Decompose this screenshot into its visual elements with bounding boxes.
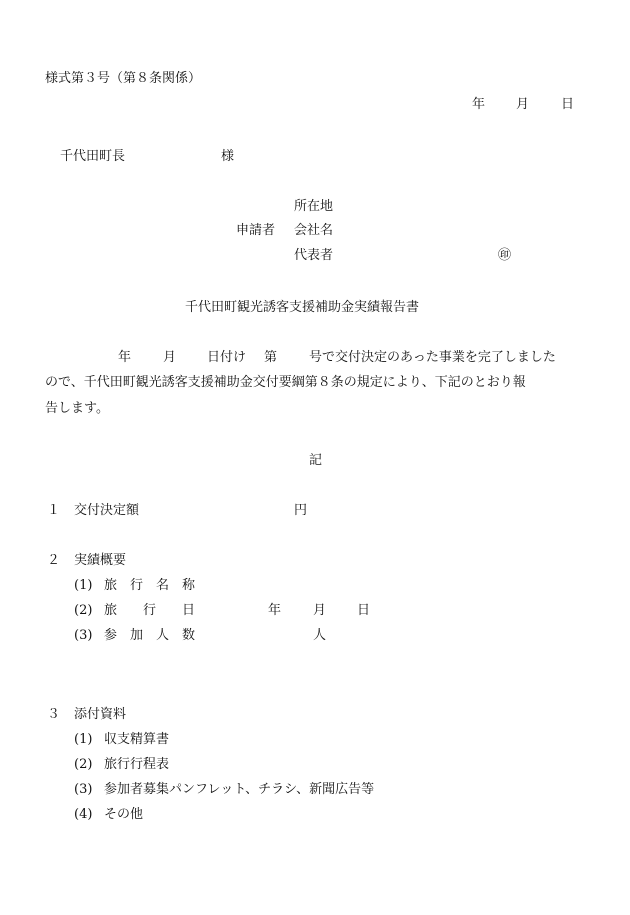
section-3-item-label: 収支精算書 (104, 732, 170, 747)
seal-mark: ㊞ (498, 248, 512, 263)
applicant-label: 申請者 (236, 223, 276, 238)
section-3-item-num: (2) (74, 757, 93, 772)
form-label: 様式第３号（第８条関係） (45, 71, 202, 86)
travel-month: 月 (313, 603, 327, 618)
section-3-item-label: 旅行行程表 (104, 757, 170, 772)
applicant-address-label: 所在地 (294, 199, 334, 214)
section-1-unit: 円 (294, 503, 308, 518)
section-3-number: ３ (47, 707, 61, 722)
date-day: 日 (561, 97, 575, 112)
section-2-item-label: 旅 行 日 (104, 603, 196, 618)
body-month: 月 (163, 350, 177, 365)
body-line2: ので、千代田町観光誘客支援補助金交付要綱第８条の規定により、下記のとおり報 (45, 375, 526, 390)
ki-heading: 記 (309, 453, 323, 468)
section-2-label: 実績概要 (74, 553, 127, 568)
section-1-number: １ (47, 503, 61, 518)
addressee-name: 千代田町長 (60, 149, 126, 164)
travel-day: 日 (357, 603, 371, 618)
body-dated: 日付け (207, 350, 247, 365)
applicant-representative-label: 代表者 (294, 248, 334, 263)
section-2-item-label: 参 加 人 数 (104, 628, 196, 643)
section-1-label: 交付決定額 (74, 503, 140, 518)
body-year: 年 (118, 350, 132, 365)
body-number-prefix: 第 (264, 350, 278, 365)
section-2-item-num: (3) (74, 628, 93, 643)
travel-year: 年 (268, 603, 282, 618)
section-2-item-label: 旅 行 名 称 (104, 578, 196, 593)
section-3-item-num: (3) (74, 782, 93, 797)
section-3-item-label: その他 (104, 807, 144, 822)
date-year: 年 (472, 97, 486, 112)
participants-unit: 人 (313, 628, 327, 643)
section-3-item-num: (4) (74, 807, 93, 822)
section-3-label: 添付資料 (74, 707, 127, 722)
section-2-item-num: (1) (74, 578, 93, 593)
section-3-item-num: (1) (74, 732, 93, 747)
addressee-honorific: 様 (221, 149, 235, 164)
section-2-item-num: (2) (74, 603, 93, 618)
section-2-number: ２ (47, 553, 61, 568)
body-line3: 告します。 (45, 401, 109, 416)
section-3-item-label: 参加者募集パンフレット、チラシ、新聞広告等 (104, 782, 375, 797)
document-title: 千代田町観光誘客支援補助金実績報告書 (185, 300, 420, 315)
applicant-company-label: 会社名 (294, 223, 334, 238)
date-month: 月 (516, 97, 530, 112)
body-line1-rest: 号で交付決定のあった事業を完了しました (309, 350, 556, 365)
